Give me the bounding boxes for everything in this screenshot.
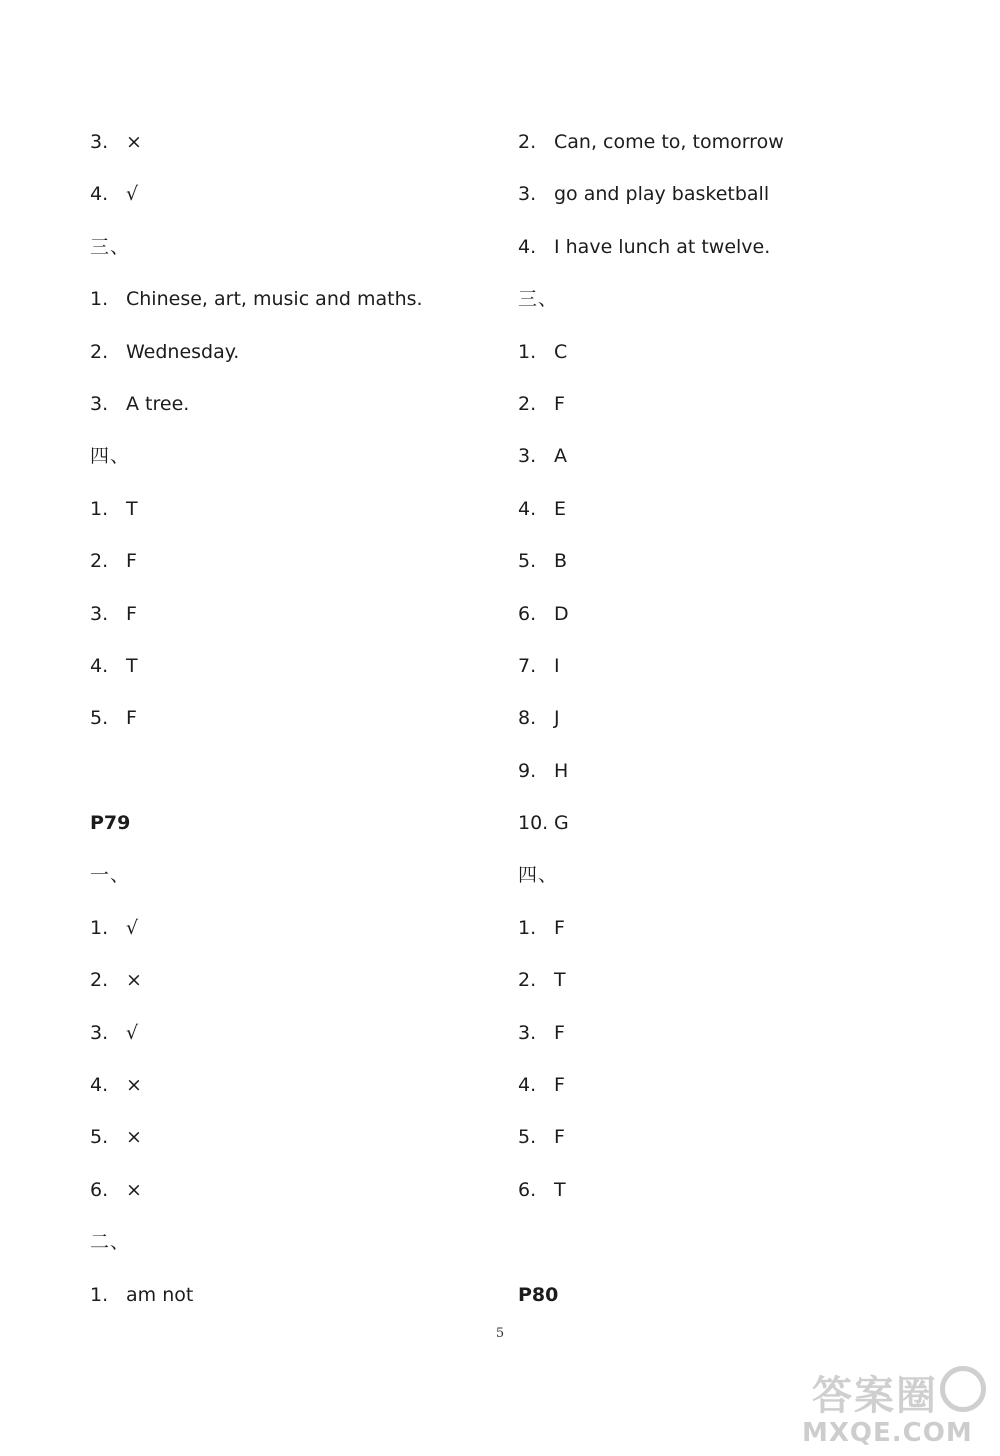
answer-number: 3. [518,183,537,206]
section-heading-text: 二、 [90,1231,131,1254]
answer-item [518,326,938,378]
section-heading-text: 四、 [90,445,131,468]
answer-text: I [554,654,560,677]
section-heading [90,849,510,901]
right-answer-column [518,116,938,1321]
answer-number: 4. [518,235,537,258]
section-heading-text: 三、 [90,235,131,258]
answer-text: F [554,392,565,415]
answer-number: 3. [90,602,109,625]
answer-number: 2. [518,131,537,153]
answer-number: 9. [518,759,537,782]
answer-text: A [554,445,567,468]
answer-text: I have lunch at twelve. [554,235,771,258]
page-heading [518,1269,938,1321]
answer-number: 7. [518,654,537,677]
answer-item [518,745,938,797]
answer-number: 4. [518,497,537,520]
page-heading-text: P80 [518,1283,559,1306]
answer-text: A tree. [126,392,190,415]
answer-item [518,168,938,220]
answer-item [518,954,938,1006]
answer-text: am not [126,1283,194,1306]
section-heading [518,273,938,325]
answer-number: 2. [90,550,109,573]
answer-number: 4. [90,183,109,206]
answer-number: 1. [90,497,109,520]
answer-text: √ [126,1021,139,1044]
answer-number: 5. [518,550,537,573]
answer-item [90,1007,510,1059]
answer-item [518,1111,938,1163]
answer-number: 3. [518,1021,537,1044]
answer-text: × [126,131,142,153]
answer-number: 10. [518,812,549,835]
spacer [518,1216,938,1268]
answer-number: 4. [90,654,109,677]
section-heading [90,1216,510,1268]
answer-item [90,273,510,325]
answer-item [518,640,938,692]
watermark-circle-icon [940,1366,986,1412]
answer-text: √ [126,183,139,206]
answer-text: × [126,1074,142,1097]
answer-item [518,535,938,587]
answer-number: 2. [518,392,537,415]
answer-text: × [126,1178,142,1201]
answer-text: F [554,916,565,939]
answer-text: T [554,1178,566,1201]
spacer [90,745,510,797]
answer-item [90,954,510,1006]
answer-text: Chinese, art, music and maths. [126,288,423,311]
watermark-logo [802,1360,992,1450]
section-heading [518,849,938,901]
answer-number: 1. [90,916,109,939]
answer-item [518,378,938,430]
answer-item [90,1111,510,1163]
answer-text: F [126,602,137,625]
answer-text: F [554,1021,565,1044]
answer-item [518,483,938,535]
answer-number: 5. [90,1126,109,1149]
answer-number: 3. [90,392,109,415]
answer-number: 3. [90,131,109,153]
answer-number: 6. [518,1178,537,1201]
answer-text: × [126,1126,142,1149]
answer-text: C [554,340,568,363]
answer-item [90,168,510,220]
answer-number: 3. [90,1021,109,1044]
answer-number: 2. [518,969,537,992]
answer-text: × [126,969,142,992]
page-number: 5 [495,1326,505,1341]
answer-text: T [126,654,138,677]
answer-number: 2. [90,340,109,363]
answer-item [90,640,510,692]
section-heading [90,430,510,482]
page-heading [90,797,510,849]
answer-item [518,430,938,482]
answer-item [518,221,938,273]
answer-item [90,1269,510,1321]
answer-text: F [554,1074,565,1097]
answer-item [90,535,510,587]
answer-text: F [126,550,137,573]
answer-item [90,1164,510,1216]
answer-number: 3. [518,445,537,468]
answer-number: 5. [90,707,109,730]
answer-item [518,902,938,954]
answer-text: Can, come to, tomorrow [554,131,784,153]
answer-item [518,116,938,168]
answer-number: 4. [90,1074,109,1097]
answer-text: E [554,497,567,520]
answer-item [90,326,510,378]
answer-text: Wednesday. [126,340,240,363]
answer-number: 1. [518,916,537,939]
answer-item [518,1007,938,1059]
answer-text: F [126,707,137,730]
answer-text: J [554,707,560,730]
answer-text: G [554,812,569,835]
watermark-top-text: 答案圈 [812,1373,938,1419]
watermark-bottom-text: MXQE.COM [802,1418,973,1448]
answer-text: D [554,602,569,625]
answer-number: 1. [90,1283,109,1306]
section-heading-text: 四、 [518,864,559,887]
answer-text: √ [126,916,139,939]
answer-text: T [554,969,566,992]
left-answer-column [90,116,510,1321]
answer-item [90,588,510,640]
answer-number: 6. [518,602,537,625]
page-heading-text: P79 [90,812,131,835]
answer-item [518,588,938,640]
answer-number: 5. [518,1126,537,1149]
answer-number: 1. [90,288,109,311]
answer-text: H [554,759,569,782]
answer-item [90,692,510,744]
answer-item [518,692,938,744]
answer-text: T [126,497,138,520]
answer-item [90,1059,510,1111]
section-heading [90,221,510,273]
answer-item [518,1164,938,1216]
answer-number: 4. [518,1074,537,1097]
answer-number: 8. [518,707,537,730]
answer-item [90,116,510,168]
answer-item [518,797,938,849]
answer-number: 6. [90,1178,109,1201]
section-heading-text: 一、 [90,864,131,887]
answer-number: 2. [90,969,109,992]
section-heading-text: 三、 [518,288,559,311]
answer-text: B [554,550,568,573]
answer-item [90,483,510,535]
answer-item [518,1059,938,1111]
answer-number: 1. [518,340,537,363]
answer-item [90,902,510,954]
answer-text: go and play basketball [554,183,770,206]
answer-item [90,378,510,430]
answer-text: F [554,1126,565,1149]
